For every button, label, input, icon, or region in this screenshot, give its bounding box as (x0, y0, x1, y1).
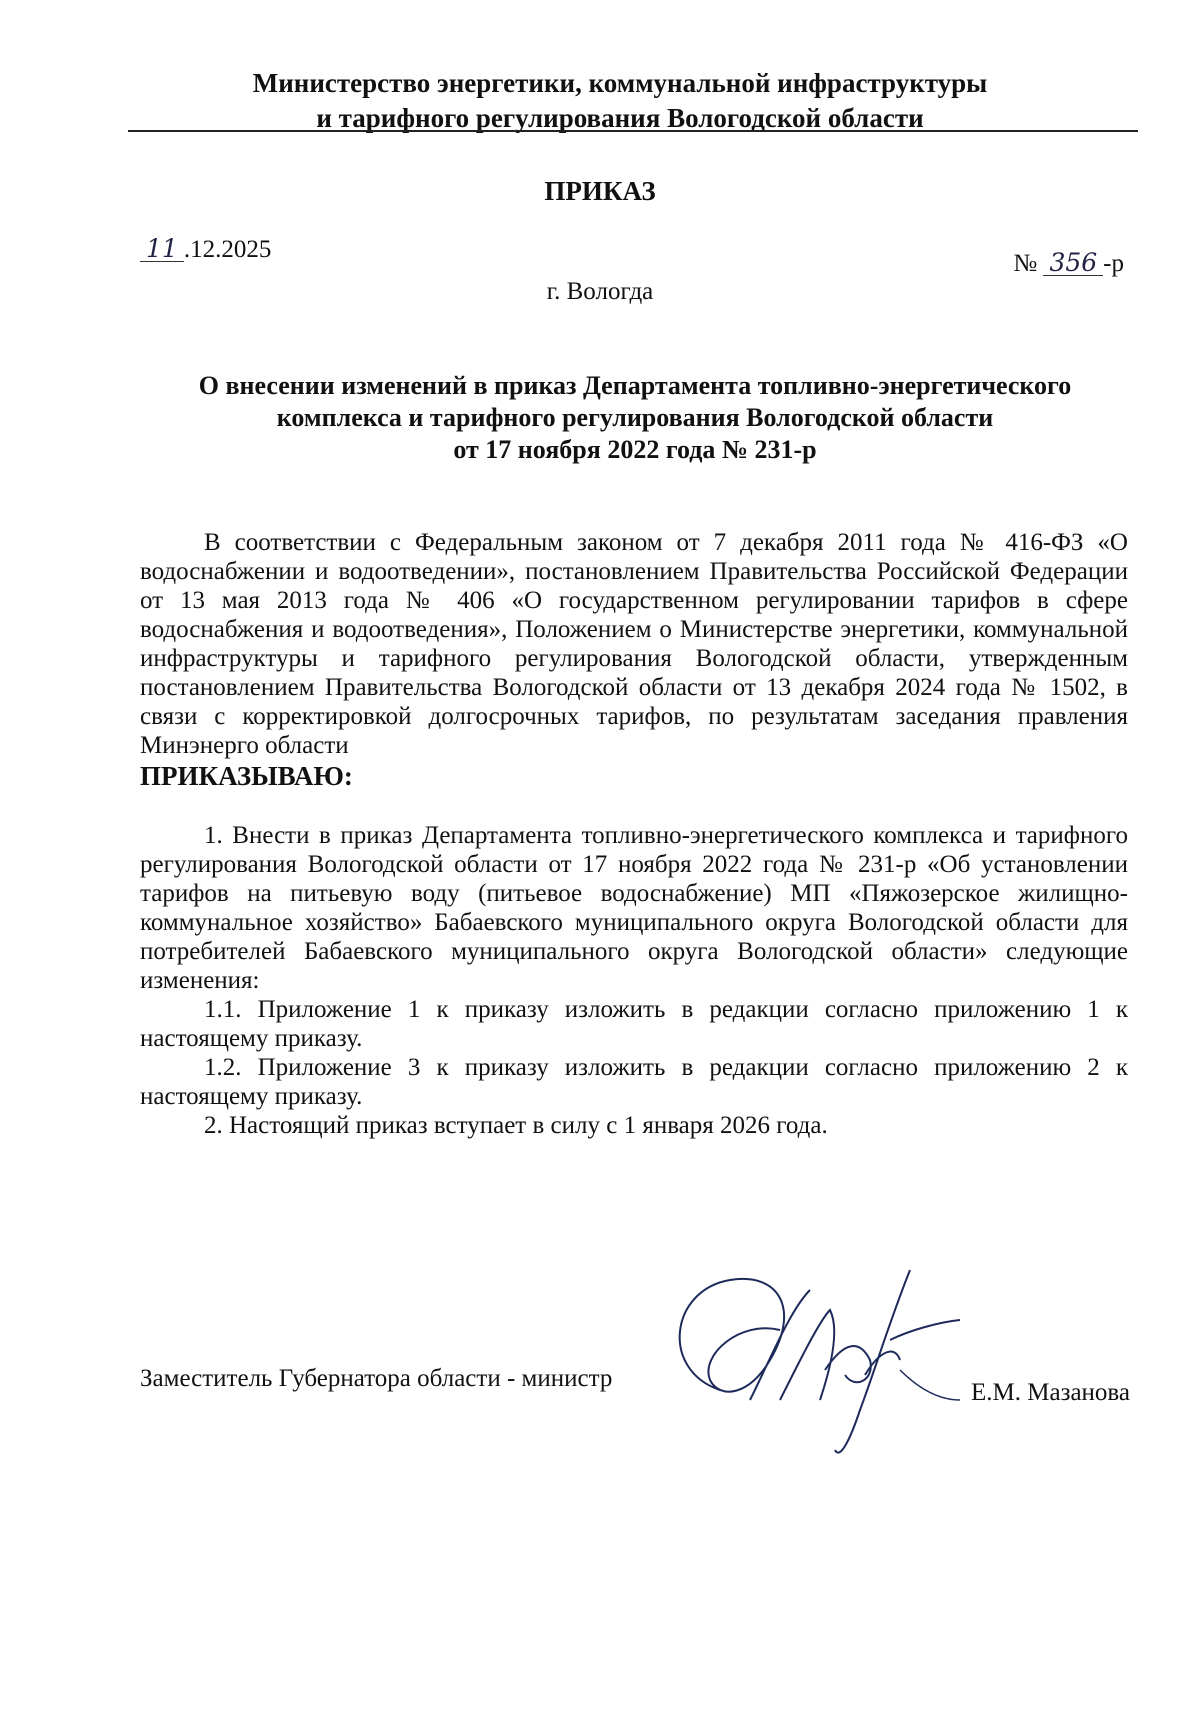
order-number-suffix: -р (1103, 250, 1124, 277)
item-1-2-paragraph: 1.2. Приложение 3 к приказу изложить в редакции согласно приложению 2 к настоящему приказу. (140, 1054, 1128, 1110)
document-type: ПРИКАЗ (544, 176, 656, 206)
order-directive-word: ПРИКАЗЫВАЮ: (140, 761, 353, 791)
order-title-line-3: от 17 ноября 2022 года № 231-р (453, 435, 817, 464)
ministry-line-1: Министерство энергетики, коммунальной инфраструктуры (252, 68, 988, 98)
order-number-prefix: № (1013, 250, 1038, 277)
order-body (140, 528, 1128, 1140)
order-date-day: 11 (140, 237, 184, 262)
order-city: г. Вологда (546, 278, 654, 305)
order-title-line-2: комплекса и тарифного регулирования Вологодской области (276, 403, 994, 432)
preamble-paragraph: В соответствии с Федеральным законом от 7 декабря 2011 года № 416-ФЗ «О водоснабжении и водоотведении», постановлением Правительства Российской Федерации от 13 мая 2013 года № 406 «О государственном регулировании тарифов в сфере водоснабжения и водоотведения», Положением о Министерстве энергетики, коммунальной инфраструктуры и тарифного регулирования Вологодской области, утвержденным постановлением Правительства Вологодской области от 13 декабря 2024 года № 1502, в связи с корректировкой долгосрочных тарифов, по результатам заседания правления Минэнерго области (140, 529, 1128, 759)
header-divider (128, 130, 1138, 132)
item-1-1-paragraph: 1.1. Приложение 1 к приказу изложить в редакции согласно приложению 1 к настоящему приказу. (140, 996, 1128, 1052)
ministry-line-2: и тарифного регулирования Вологодской области (316, 103, 924, 133)
ministry-header (220, 66, 1020, 136)
order-number-value: 356 (1043, 251, 1103, 276)
order-date (140, 236, 271, 264)
order-title-line-1: О внесении изменений в приказ Департамента топливно-энергетического (198, 371, 1072, 400)
signatory-name: Е.М. Мазанова (971, 1379, 1130, 1406)
order-title (130, 370, 1140, 466)
item-2-paragraph: 2. Настоящий приказ вступает в силу с 1 января 2026 года. (204, 1112, 828, 1139)
item-1-paragraph: 1. Внести в приказ Департамента топливно-энергетического комплекса и тарифного регулирования Вологодской области от 17 ноября 2022 года № 231-р «Об установлении тарифов на питьевую воду (питьевое водоснабжение) МП «Пяжозерское жилищно-коммунальное хозяйство» Бабаевского муниципального округа Вологодской области для потребителей Бабаевского муниципального округа Вологодской области» следующие изменения: (140, 822, 1128, 994)
order-number (1013, 250, 1124, 278)
signatory-role: Заместитель Губернатора области - министр (140, 1365, 613, 1392)
order-date-rest: .12.2025 (183, 236, 272, 263)
handwritten-signature (660, 1250, 980, 1470)
